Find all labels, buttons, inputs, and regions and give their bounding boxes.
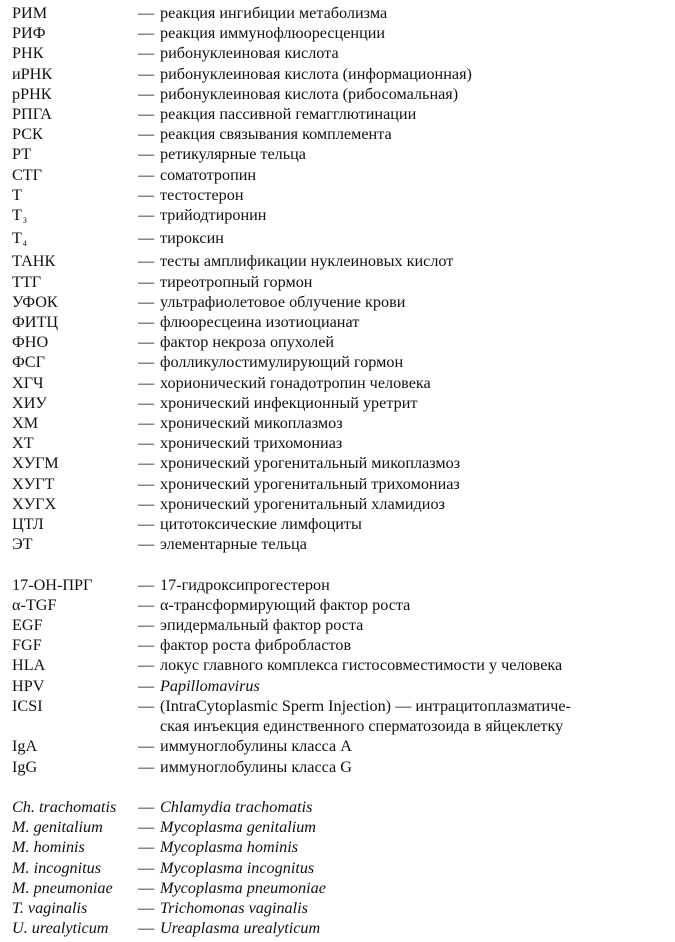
em-dash-separator: — (138, 919, 155, 938)
abbreviation-entry (12, 898, 672, 918)
abbreviation-term (12, 185, 138, 205)
abbreviation-entry (12, 837, 672, 857)
em-dash-separator: — (138, 64, 155, 83)
abbreviation-term-text: ЭТ (12, 535, 33, 554)
definition-text: фактор роста фибробластов (160, 636, 352, 655)
em-dash-separator: — (138, 353, 155, 372)
abbreviation-entry (12, 635, 672, 655)
abbreviation-entry (12, 272, 672, 292)
abbreviation-term-text: M. pneumoniae (12, 878, 113, 897)
abbreviation-term (12, 474, 138, 494)
definition-text: хронический инфекционный уретрит (160, 393, 418, 412)
abbreviation-definition (160, 595, 672, 615)
abbreviation-entry (12, 655, 672, 675)
em-dash-separator: — (138, 838, 155, 857)
abbreviation-term-text: FGF (12, 636, 42, 655)
em-dash-separator: — (138, 292, 155, 311)
definition-text: Mycoplasma genitalium (160, 818, 317, 837)
abbreviation-term-text: U. urealyticum (12, 919, 109, 938)
em-dash-separator: — (138, 898, 155, 917)
abbreviation-definition (160, 797, 672, 817)
abbreviation-definition (160, 373, 672, 393)
abbreviation-definition (160, 292, 672, 312)
abbreviation-entry (12, 757, 672, 777)
abbreviation-term-text: СТГ (12, 165, 43, 184)
abbreviation-term (12, 23, 138, 43)
abbreviation-subscript: 4 (22, 239, 27, 249)
definition-text: Trichomonas vaginalis (160, 898, 308, 917)
definition-text: ретикулярные тельца (160, 145, 306, 164)
em-dash-separator: — (138, 272, 155, 291)
abbreviation-entry (12, 575, 672, 595)
abbreviation-term-text: Ch. trachomatis (12, 797, 117, 816)
abbreviation-term (12, 124, 138, 144)
abbreviation-term-text: РТ (12, 145, 32, 164)
em-dash-separator: — (138, 595, 155, 614)
em-dash-separator: — (138, 165, 155, 184)
em-dash-separator: — (138, 44, 155, 63)
em-dash-separator: — (138, 616, 155, 635)
abbreviation-term (12, 878, 138, 898)
abbreviation-definition (160, 615, 672, 635)
abbreviation-definition (160, 272, 672, 292)
abbreviation-definition (160, 898, 672, 918)
definition-text: реакция ингибиции метаболизма (160, 4, 388, 22)
em-dash-separator: — (138, 656, 155, 675)
definition-text: рибонуклеиновая кислота (информационная) (160, 64, 472, 83)
em-dash-separator: — (138, 24, 155, 43)
abbreviation-term-text: РНК (12, 44, 44, 63)
abbreviation-term (12, 837, 138, 857)
em-dash-separator: — (138, 434, 155, 453)
abbreviation-entry (12, 453, 672, 473)
abbreviation-term-text: IgA (12, 737, 38, 756)
abbreviation-term (12, 534, 138, 554)
abbreviation-entry (12, 185, 672, 205)
abbreviation-term-text: рРНК (12, 84, 52, 103)
abbreviation-definition (160, 878, 672, 898)
abbreviation-definition (160, 453, 672, 473)
definition-text: реакция связывания комплемента (160, 125, 392, 144)
definition-text: фолликулостимулирующий гормон (160, 353, 404, 372)
em-dash-separator: — (138, 105, 155, 124)
em-dash-separator: — (138, 797, 155, 816)
em-dash-separator: — (138, 757, 155, 776)
abbreviation-definition (160, 433, 672, 453)
abbreviation-term (12, 251, 138, 271)
abbreviation-definition (160, 23, 672, 43)
abbreviation-definition (160, 413, 672, 433)
abbreviation-entry (12, 251, 672, 271)
definition-text: цитотоксические лимфоциты (160, 515, 362, 534)
abbreviation-term-text: ФСГ (12, 353, 45, 372)
abbreviation-term-text: M. incognitus (12, 858, 102, 877)
abbreviation-entry (12, 858, 672, 878)
abbreviation-definition (160, 205, 672, 225)
definition-text: рибонуклеиновая кислота (рибосомальная) (160, 84, 459, 103)
abbreviation-definition (160, 655, 672, 675)
abbreviation-term-text: 17-ОН-ПРГ (12, 575, 93, 594)
abbreviation-list-page (12, 3, 672, 938)
abbreviation-definition (160, 393, 672, 413)
abbreviation-term (12, 144, 138, 164)
em-dash-separator: — (138, 125, 155, 144)
abbreviation-entry (12, 615, 672, 635)
abbreviation-definition (160, 514, 672, 534)
abbreviation-entry (12, 144, 672, 164)
definition-text: (IntraCytoplasmic Sperm Injection) — интрацитоплазматиче- (160, 696, 571, 715)
definition-text: элементарные тельца (160, 535, 307, 554)
abbreviation-term-text: T. vaginalis (12, 898, 88, 917)
definition-text: хронический урогенитальный трихомониаз (160, 474, 460, 493)
abbreviation-term (12, 433, 138, 453)
abbreviation-entry (12, 373, 672, 393)
em-dash-separator: — (138, 185, 155, 204)
abbreviation-definition (160, 312, 672, 332)
definition-text: Mycoplasma pneumoniae (160, 878, 326, 897)
definition-text: соматотропин (160, 165, 257, 184)
abbreviation-term-text: УФОК (12, 292, 58, 311)
abbreviation-term-text: Т (12, 206, 22, 225)
abbreviation-entry (12, 104, 672, 124)
abbreviation-entry (12, 474, 672, 494)
em-dash-separator: — (138, 84, 155, 103)
em-dash-separator: — (138, 373, 155, 392)
abbreviation-term-text: ЦТЛ (12, 515, 44, 534)
abbreviation-entry (12, 205, 672, 228)
abbreviation-term (12, 272, 138, 292)
abbreviation-definition (160, 43, 672, 63)
abbreviation-term (12, 352, 138, 372)
abbreviation-definition (160, 144, 672, 164)
abbreviation-term (12, 64, 138, 84)
abbreviation-term (12, 757, 138, 777)
abbreviation-entry (12, 494, 672, 514)
abbreviation-entry (12, 332, 672, 352)
abbreviation-definition (160, 165, 672, 185)
definition-text: рибонуклеиновая кислота (160, 44, 339, 63)
abbreviation-entry (12, 595, 672, 615)
abbreviation-entry (12, 413, 672, 433)
abbreviation-term-text: HLA (12, 656, 46, 675)
abbreviation-term-text: HPV (12, 676, 45, 695)
abbreviation-entry (12, 918, 672, 938)
abbreviation-term-text: ХУГХ (12, 494, 57, 513)
abbreviation-term-text: IgG (12, 757, 38, 776)
abbreviation-term (12, 84, 138, 104)
abbreviation-section-latin (12, 575, 672, 777)
abbreviation-term-text: иРНК (12, 64, 53, 83)
abbreviation-term-text: ТТГ (12, 272, 42, 291)
em-dash-separator: — (138, 206, 155, 225)
abbreviation-definition (160, 228, 672, 248)
abbreviation-definition (160, 635, 672, 655)
abbreviation-subscript: 3 (22, 216, 27, 226)
definition-text-continued: ская инъекция единственного сперматозоида в яйцеклетку (160, 717, 564, 736)
abbreviation-term (12, 104, 138, 124)
abbreviation-term-text: EGF (12, 616, 43, 635)
em-dash-separator: — (138, 878, 155, 897)
abbreviation-term (12, 575, 138, 595)
abbreviation-term (12, 918, 138, 938)
abbreviation-term (12, 228, 138, 251)
em-dash-separator: — (138, 858, 155, 877)
definition-text: Mycoplasma incognitus (160, 858, 315, 877)
abbreviation-definition (160, 676, 672, 696)
abbreviation-entry (12, 23, 672, 43)
abbreviation-term (12, 615, 138, 635)
definition-text: тироксин (160, 229, 224, 248)
definition-text: тиреотропный гормон (160, 272, 313, 291)
em-dash-separator: — (138, 145, 155, 164)
definition-text: тестостерон (160, 185, 244, 204)
definition-text: Papillomavirus (160, 676, 260, 695)
abbreviation-term-text: ТАНК (12, 252, 56, 271)
definition-text: Mycoplasma hominis (160, 838, 299, 857)
definition-text: 17-гидроксипрогестерон (160, 575, 330, 594)
abbreviation-definition (160, 534, 672, 554)
abbreviation-term-text: ХТ (12, 434, 34, 453)
abbreviation-entry (12, 797, 672, 817)
em-dash-separator: — (138, 414, 155, 433)
definition-text: хронический урогенитальный микоплазмоз (160, 454, 461, 473)
abbreviation-entry (12, 228, 672, 251)
abbreviation-term (12, 514, 138, 534)
em-dash-separator: — (138, 515, 155, 534)
abbreviation-entry (12, 352, 672, 372)
em-dash-separator: — (138, 474, 155, 493)
definition-text: фактор некроза опухолей (160, 333, 335, 352)
abbreviation-term (12, 736, 138, 756)
abbreviation-definition (160, 474, 672, 494)
abbreviation-term (12, 393, 138, 413)
abbreviation-term (12, 332, 138, 352)
abbreviation-term (12, 453, 138, 473)
abbreviation-definition (160, 858, 672, 878)
abbreviation-definition (160, 3, 672, 23)
abbreviation-entry (12, 292, 672, 312)
definition-text: α-трансформирующий фактор роста (160, 595, 411, 614)
abbreviation-term-text: M. genitalium (12, 818, 103, 837)
abbreviation-entry (12, 736, 672, 756)
abbreviation-definition (160, 332, 672, 352)
abbreviation-term-text: ФИТЦ (12, 313, 59, 332)
abbreviation-entry (12, 696, 672, 736)
definition-text: Chlamydia trachomatis (160, 797, 313, 816)
abbreviation-entry (12, 84, 672, 104)
abbreviation-term (12, 696, 138, 716)
definition-text: хронический трихомониаз (160, 434, 343, 453)
abbreviation-entry (12, 312, 672, 332)
abbreviation-term (12, 3, 138, 23)
definition-text: ультрафиолетовое облучение крови (160, 292, 406, 311)
em-dash-separator: — (138, 737, 155, 756)
abbreviation-entry (12, 393, 672, 413)
abbreviation-definition (160, 918, 672, 938)
abbreviation-term (12, 676, 138, 696)
em-dash-separator: — (138, 494, 155, 513)
abbreviation-term-text: ICSI (12, 696, 43, 715)
definition-text: реакция иммунофлюоресценции (160, 24, 386, 43)
abbreviation-definition (160, 185, 672, 205)
em-dash-separator: — (138, 333, 155, 352)
abbreviation-term-text: ХУГМ (12, 454, 59, 473)
section-gap (12, 777, 672, 797)
abbreviation-definition (160, 757, 672, 777)
abbreviation-term (12, 373, 138, 393)
definition-text: иммуноглобулины класса G (160, 757, 352, 776)
em-dash-separator: — (138, 818, 155, 837)
abbreviation-definition (160, 736, 672, 756)
abbreviation-term-text: α-TGF (12, 595, 57, 614)
abbreviation-entry (12, 514, 672, 534)
abbreviation-entry (12, 124, 672, 144)
em-dash-separator: — (138, 535, 155, 554)
abbreviation-term (12, 205, 138, 228)
abbreviation-term-text: РПГА (12, 105, 52, 124)
abbreviation-term-text: РИФ (12, 24, 46, 43)
abbreviation-term-text: РИМ (12, 4, 48, 22)
definition-text: реакция пассивной гемагглютинации (160, 105, 417, 124)
abbreviation-term (12, 494, 138, 514)
abbreviation-term-text: M. hominis (12, 838, 85, 857)
em-dash-separator: — (138, 676, 155, 695)
abbreviation-definition (160, 352, 672, 372)
abbreviation-entry (12, 64, 672, 84)
abbreviation-entry (12, 165, 672, 185)
abbreviation-term (12, 655, 138, 675)
abbreviation-term (12, 635, 138, 655)
section-gap (12, 554, 672, 574)
abbreviation-term-text: ХГЧ (12, 373, 44, 392)
abbreviation-term-text: ХУГТ (12, 474, 55, 493)
definition-text: хронический микоплазмоз (160, 414, 343, 433)
definition-text: тесты амплификации нуклеиновых кислот (160, 252, 454, 271)
abbreviation-definition (160, 124, 672, 144)
abbreviation-entry (12, 3, 672, 23)
abbreviation-term (12, 858, 138, 878)
abbreviation-entry (12, 817, 672, 837)
abbreviation-definition (160, 575, 672, 595)
abbreviation-term-text: ХМ (12, 414, 39, 433)
definition-text: трийодтиронин (160, 206, 267, 225)
definition-text: хронический урогенитальный хламидиоз (160, 494, 445, 513)
abbreviation-term-text: Т (12, 185, 22, 204)
abbreviation-term (12, 292, 138, 312)
em-dash-separator: — (138, 4, 155, 22)
abbreviation-term-text: РСК (12, 125, 43, 144)
abbreviation-term (12, 817, 138, 837)
abbreviation-entry (12, 676, 672, 696)
definition-text: флюоресцеина изотиоцианат (160, 313, 360, 332)
abbreviation-term (12, 413, 138, 433)
em-dash-separator: — (138, 313, 155, 332)
definition-text: локус главного комплекса гистосовместимости у человека (160, 656, 563, 675)
abbreviation-definition (160, 84, 672, 104)
abbreviation-term (12, 165, 138, 185)
abbreviation-definition (160, 494, 672, 514)
em-dash-separator: — (138, 454, 155, 473)
abbreviation-definition (160, 817, 672, 837)
abbreviation-definition (160, 696, 672, 736)
abbreviation-definition (160, 837, 672, 857)
em-dash-separator: — (138, 636, 155, 655)
abbreviation-entry (12, 43, 672, 63)
definition-text: иммуноглобулины класса A (160, 737, 352, 756)
abbreviation-term (12, 797, 138, 817)
definition-text: Ureaplasma urealyticum (160, 919, 321, 938)
abbreviation-section-species (12, 797, 672, 938)
definition-text: хорионический гонадотропин человека (160, 373, 431, 392)
abbreviation-term-text: Т (12, 229, 22, 248)
abbreviation-section-cyrillic (12, 3, 672, 554)
abbreviation-entry (12, 433, 672, 453)
abbreviation-term (12, 312, 138, 332)
abbreviation-term-text: ХИУ (12, 393, 47, 412)
abbreviation-definition (160, 251, 672, 271)
definition-text: эпидермальный фактор роста (160, 616, 364, 635)
em-dash-separator: — (138, 575, 155, 594)
abbreviation-definition (160, 64, 672, 84)
abbreviation-definition (160, 104, 672, 124)
abbreviation-term (12, 595, 138, 615)
abbreviation-entry (12, 534, 672, 554)
em-dash-separator: — (138, 229, 155, 248)
abbreviation-term (12, 898, 138, 918)
em-dash-separator: — (138, 696, 155, 715)
abbreviation-entry (12, 878, 672, 898)
abbreviation-term (12, 43, 138, 63)
em-dash-separator: — (138, 252, 155, 271)
abbreviation-term-text: ФНО (12, 333, 49, 352)
em-dash-separator: — (138, 393, 155, 412)
